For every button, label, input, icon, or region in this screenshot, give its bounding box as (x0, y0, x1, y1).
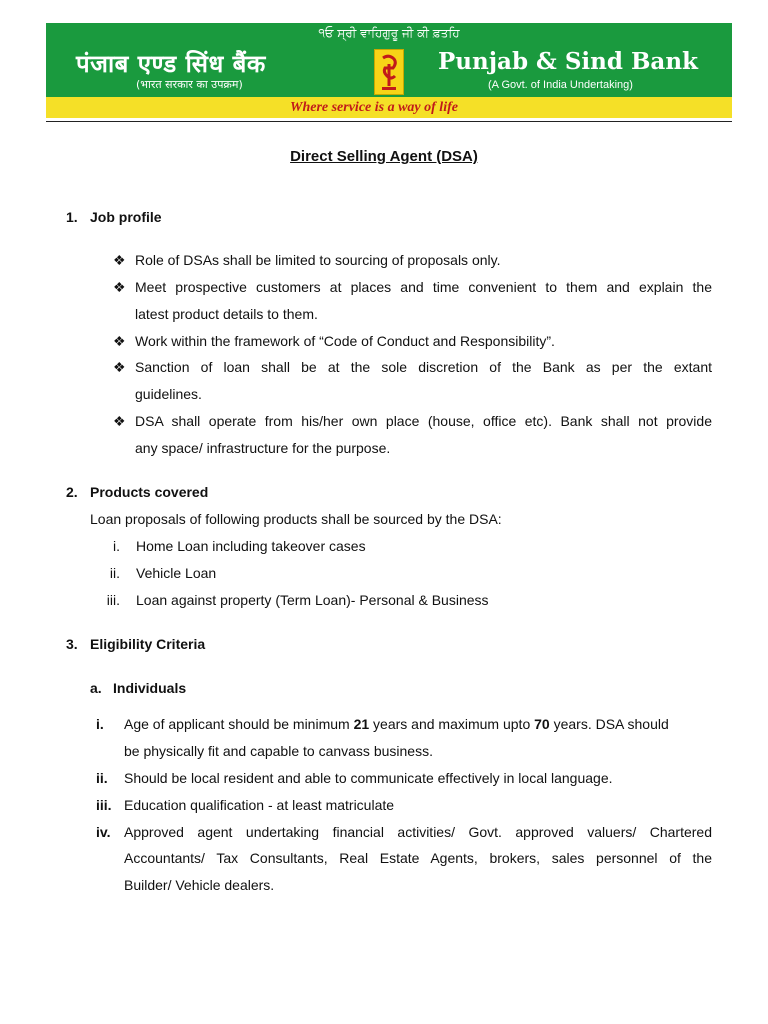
product-number: iii. (106, 592, 120, 608)
job-bullet-4-line-1: Sanction of loan shall be at the sole discretion of the Bank as per the extant (135, 359, 712, 375)
bank-name-english: Punjab & Sind Bank (438, 48, 698, 75)
subsection-a-number: a. (90, 680, 102, 696)
bank-tagline: Where service is a way of life (290, 100, 458, 115)
section-1-number: 1. (66, 209, 78, 225)
job-bullet-4-line-2: guidelines. (135, 386, 202, 402)
job-bullet-3: Work within the framework of “Code of Conduct and Responsibility”. (135, 333, 555, 349)
criteria-age-line-1 (124, 716, 669, 732)
section-3-heading: Eligibility Criteria (90, 636, 206, 652)
bank-name-hindi: पंजाब एण्ड सिंध बैंक (76, 50, 266, 78)
bullet-icon: ❖ (113, 413, 126, 429)
criteria-age-text: years. DSA should (549, 716, 669, 732)
bank-header-banner (46, 23, 732, 118)
criteria-agents-line-2: Accountants/ Tax Consultants, Real Estate Agents, brokers, sales personnel of the (124, 850, 712, 866)
job-bullet-1: Role of DSAs shall be limited to sourcing of proposals only. (135, 252, 501, 268)
job-bullet-5-line-2: any space/ infrastructure for the purpose. (135, 440, 391, 456)
header-rule (46, 121, 732, 122)
gurmukhi-invocation: ੧ਓ ਸ੍ਰੀ ਵਾਹਿਗੁਰੂ ਜੀ ਕੀ ਫ਼ਤਹਿ (318, 26, 460, 40)
document-title: Direct Selling Agent (DSA) (290, 148, 478, 165)
bank-logo-icon (374, 49, 404, 95)
criteria-number: ii. (96, 770, 108, 786)
bank-subtitle-english: (A Govt. of India Undertaking) (488, 79, 633, 91)
criteria-residence: Should be local resident and able to communicate effectively in local language. (124, 770, 613, 786)
bullet-icon: ❖ (113, 333, 126, 349)
bullet-icon: ❖ (113, 252, 126, 268)
criteria-agents-line-3: Builder/ Vehicle dealers. (124, 877, 275, 893)
bullet-icon: ❖ (113, 359, 126, 375)
criteria-education: Education qualification - at least matriculate (124, 797, 395, 813)
criteria-number: iii. (96, 797, 112, 813)
section-2-heading: Products covered (90, 484, 209, 500)
bank-subtitle-hindi: (भारत सरकार का उपक्रम) (136, 78, 243, 91)
job-bullet-2-line-2: latest product details to them. (135, 306, 318, 322)
max-age-value: 70 (534, 716, 550, 732)
criteria-age-line-2: be physically fit and capable to canvass business. (124, 743, 433, 759)
products-intro: Loan proposals of following products shall be sourced by the DSA: (90, 511, 502, 527)
product-number: ii. (109, 565, 120, 581)
subsection-a-heading: Individuals (113, 680, 187, 696)
section-3-number: 3. (66, 636, 78, 652)
product-number: i. (113, 538, 120, 554)
product-item: Loan against property (Term Loan)- Personal & Business (136, 592, 489, 608)
criteria-agents-line-1: Approved agent undertaking financial activities/ Govt. approved valuers/ Chartered (124, 824, 712, 840)
section-2-number: 2. (66, 484, 78, 500)
section-1-heading: Job profile (90, 209, 162, 225)
product-item: Vehicle Loan (136, 565, 217, 581)
criteria-number: iv. (96, 824, 111, 840)
criteria-age-text: years and maximum upto (369, 716, 535, 732)
criteria-age-text: Age of applicant should be minimum (124, 716, 354, 732)
job-bullet-5-line-1: DSA shall operate from his/her own place (house, office etc). Bank shall not provide (135, 413, 712, 429)
bullet-icon: ❖ (113, 279, 126, 295)
min-age-value: 21 (353, 716, 370, 732)
job-bullet-2-line-1: Meet prospective customers at places and time convenient to them and explain the (135, 279, 712, 295)
criteria-number: i. (96, 716, 104, 732)
product-item: Home Loan including takeover cases (136, 538, 366, 554)
